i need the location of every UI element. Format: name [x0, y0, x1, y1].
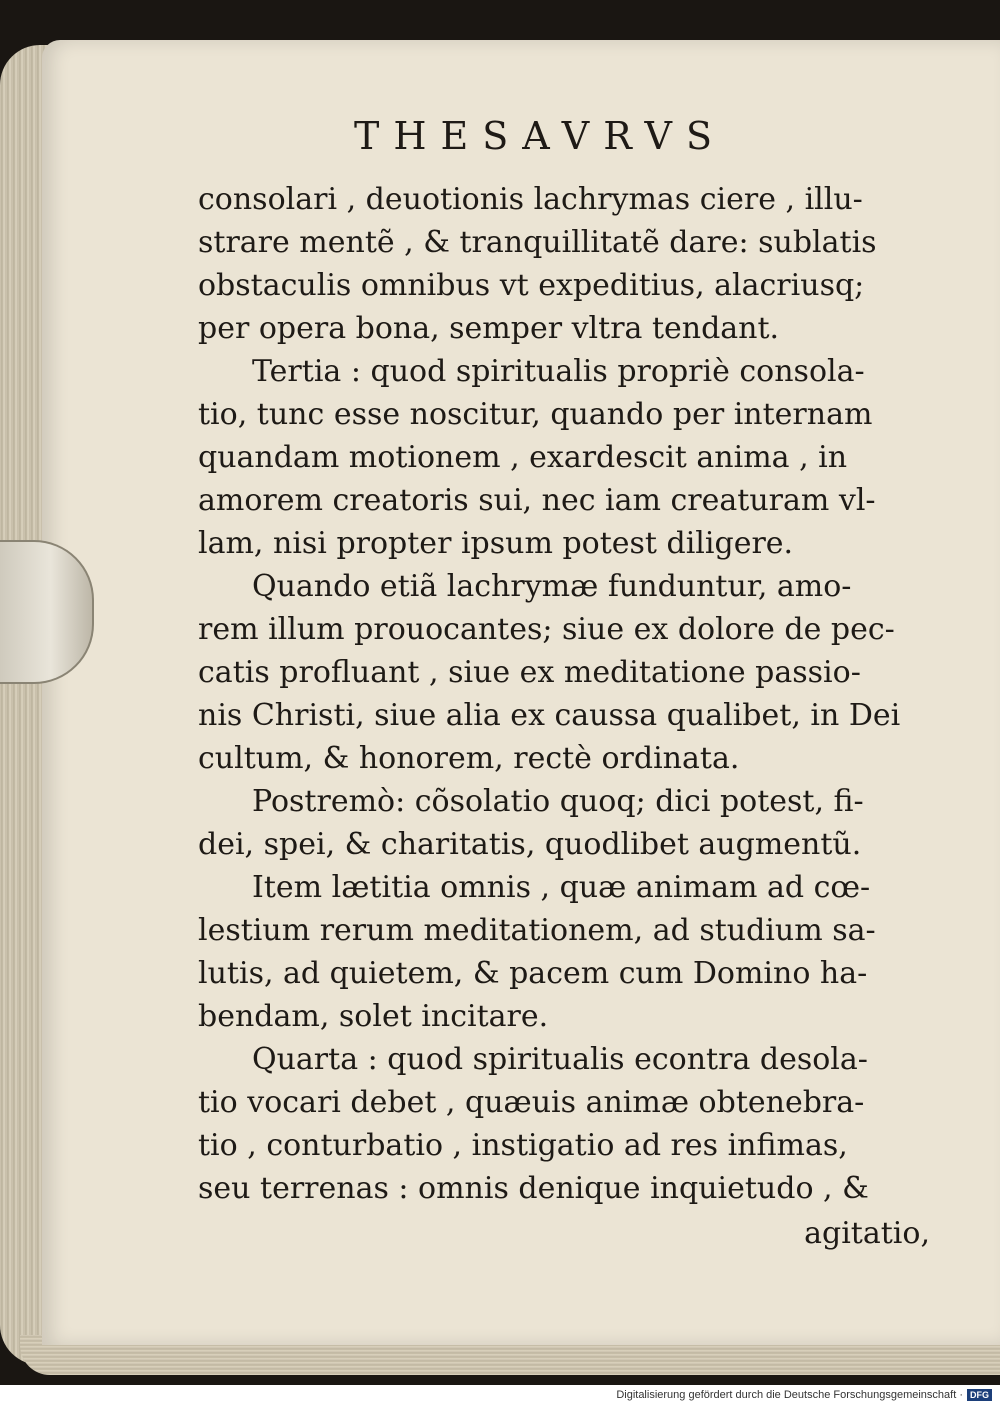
text-line: per opera bona, semper vltra tendant. — [198, 311, 780, 346]
text-line: quandam motionem , exardescit anima , in — [198, 440, 848, 475]
text-line: lestium rerum meditationem, ad studium sa- — [198, 913, 876, 948]
text-line: tio, tunc esse noscitur, quando per internam — [198, 397, 873, 432]
running-header — [0, 112, 1000, 160]
running-title: THESAVRVS — [354, 114, 726, 158]
text-line: consolari , deuotionis lachrymas ciere , illu- — [198, 182, 863, 217]
text-line: Tertia : quod spiritualis propriè consola- — [252, 354, 865, 389]
text-line: Postremò: cõsolatio quoq; dici potest, fi- — [252, 784, 864, 819]
text-line: tio vocari debet , quæuis animæ obtenebra- — [198, 1085, 865, 1120]
text-line: catis profluant , siue ex meditatione passio- — [198, 655, 861, 690]
text-line: amorem creatoris sui, nec iam creaturam vl- — [198, 483, 876, 518]
footer-text: Digitalisierung gefördert durch die Deutsche Forschungsgemeinschaft · — [616, 1388, 963, 1401]
body-text — [198, 178, 928, 1210]
text-line: seu terrenas : omnis denique inquietudo , & — [198, 1171, 869, 1206]
text-line: nis Christi, siue alia ex caussa qualibet, in Dei — [198, 698, 901, 733]
book-clasp — [0, 540, 94, 684]
text-line: tio , conturbatio , instigatio ad res infimas, — [198, 1128, 848, 1163]
text-line: cultum, & honorem, rectè ordinata. — [198, 741, 740, 776]
text-line: strare mentẽ , & tranquillitatẽ dare: sublatis — [198, 225, 877, 260]
text-line: Quando etiã lachrymæ funduntur, amo- — [252, 569, 852, 604]
text-line: dei, spei, & charitatis, quodlibet augmentũ. — [198, 827, 862, 862]
text-line: lam, nisi propter ipsum potest diligere. — [198, 526, 794, 561]
text-line: bendam, solet incitare. — [198, 999, 549, 1034]
text-line: rem illum prouocantes; siue ex dolore de pec- — [198, 612, 895, 647]
text-line: Quarta : quod spiritualis econtra desola- — [252, 1042, 868, 1077]
catchword: agitatio, — [804, 1216, 930, 1251]
text-line: lutis, ad quietem, & pacem cum Domino ha- — [198, 956, 868, 991]
text-line: obstaculis omnibus vt expeditius, alacriusq; — [198, 268, 865, 303]
dfg-logo: DFG — [967, 1389, 992, 1401]
text-line: Item lætitia omnis , quæ animam ad cœ- — [252, 870, 871, 905]
digitization-footer — [0, 1385, 1000, 1404]
